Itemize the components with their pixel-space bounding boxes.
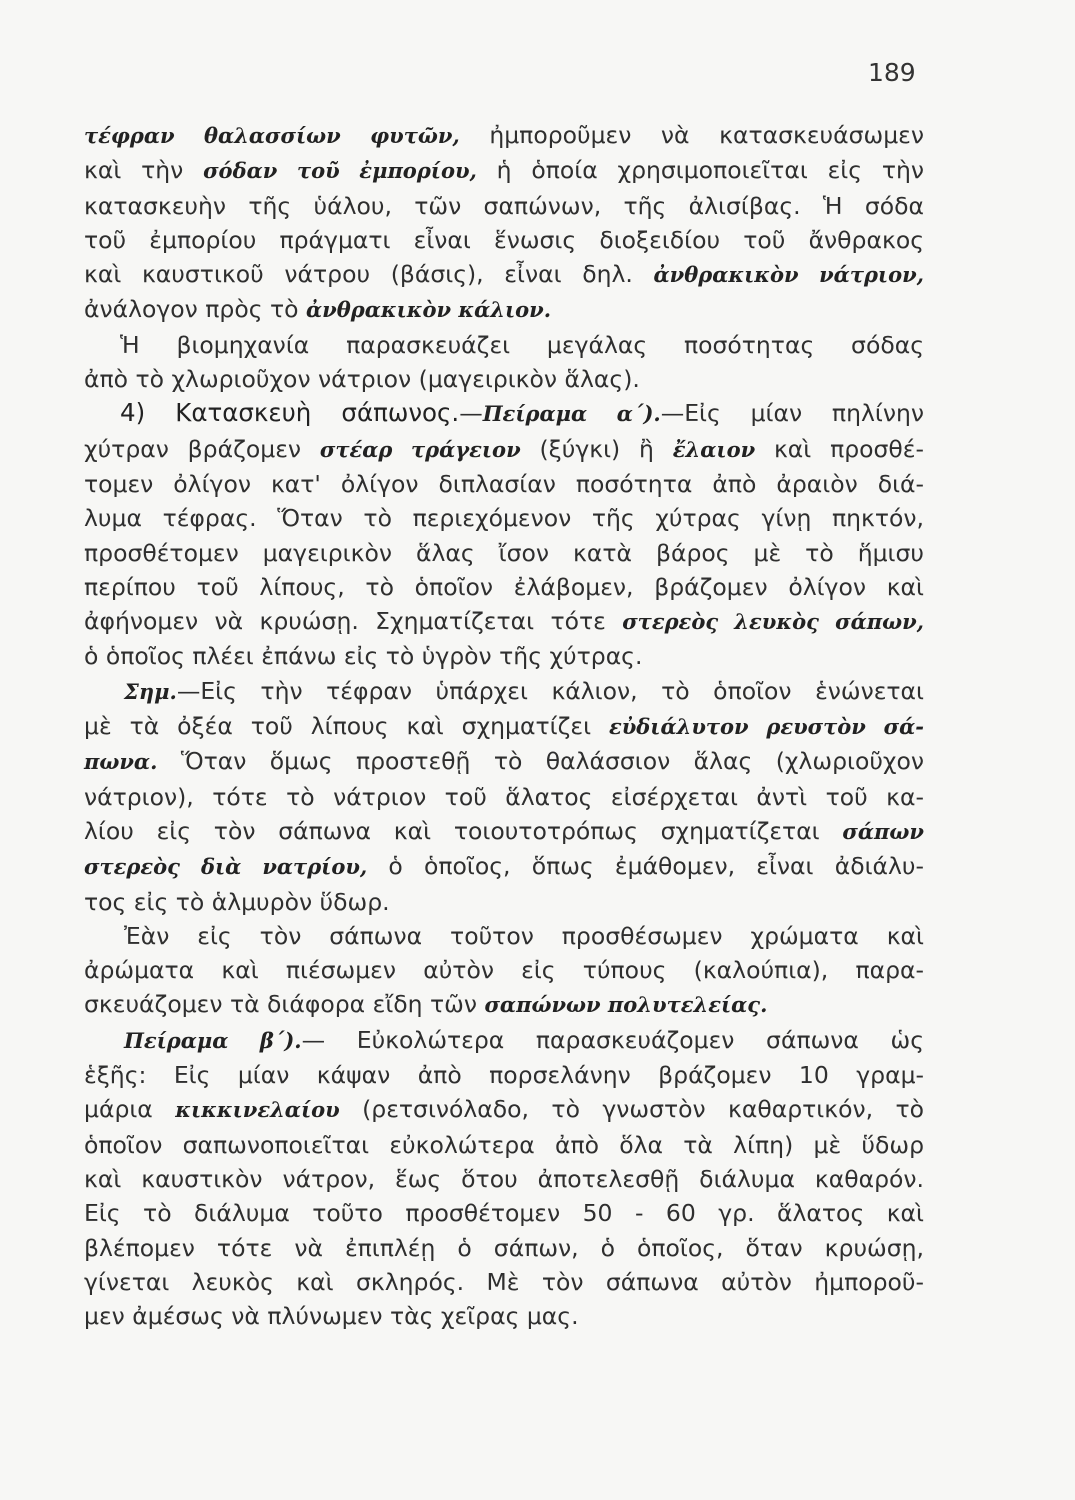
emphasized-term: Πείραμα β΄).	[124, 1027, 302, 1053]
text-line	[84, 1196, 924, 1230]
text-line	[84, 223, 924, 257]
section-heading: 4) Κατασκευὴ σάπωνος.	[120, 398, 460, 428]
emphasized-term: στερεὸς λευκὸς σάπων,	[622, 609, 924, 635]
text-segment: Ἡ βιομηχανία παρασκευάζει μεγάλας ποσότητας σόδας	[120, 330, 924, 359]
text-segment: ἡ ὁποία χρησιμοποιεῖται εἰς τὴν	[476, 156, 924, 185]
text-line	[84, 1023, 924, 1058]
text-line	[84, 362, 924, 396]
text-line	[84, 987, 924, 1022]
text-segment: τομεν ὀλίγον κατ' ὀλίγον διπλασίαν ποσότητα ἀπὸ ἀραιὸν διά-	[84, 469, 924, 498]
text-line	[84, 1231, 924, 1265]
emphasized-term: σαπώνων πολυτελείας.	[484, 992, 768, 1018]
text-line	[84, 467, 924, 501]
text-segment: ἀνάλογον πρὸς τὸ	[84, 295, 306, 324]
text-segment: καὶ προσθέ-	[755, 434, 924, 463]
text-segment: μάρια	[84, 1095, 176, 1124]
emphasized-term: Πείραμα α΄).	[482, 401, 661, 427]
text-line	[84, 780, 924, 814]
text-segment: Ἐὰν εἰς τὸν σάπωνα τοῦτον προσθέσωμεν χρώματα καὶ	[124, 921, 924, 950]
text-line	[84, 1162, 924, 1196]
text-segment: μεν ἀμέσως νὰ πλύνωμεν τὰς χεῖρας μας.	[84, 1302, 579, 1331]
text-segment: τος εἰς τὸ ἁλμυρὸν ὕδωρ.	[84, 887, 390, 916]
text-segment: (ξύγκι) ἢ	[520, 434, 673, 463]
text-segment: —Εἰς μίαν πηλίνην	[660, 399, 924, 428]
text-line	[84, 604, 924, 639]
text-segment: προσθέτομεν μαγειρικὸν ἅλας ἴσον κατὰ βάρος μὲ τὸ ἥμισυ	[84, 538, 924, 567]
text-segment: χύτραν βράζομεν	[84, 434, 320, 463]
page-number: 189	[868, 58, 916, 87]
text-line	[84, 849, 924, 884]
text-segment: τοῦ ἐμπορίου πράγματι εἶναι ἕνωσις διοξειδίου τοῦ ἄνθρακος	[84, 225, 924, 254]
text-segment: —Εἰς τὴν τέφραν ὑπάρχει κάλιον, τὸ ὁποῖον ἑνώνεται	[176, 676, 924, 705]
text-line	[84, 257, 924, 292]
emphasized-term: τέφραν θαλασσίων φυτῶν,	[84, 123, 460, 148]
emphasized-term: Σημ.	[124, 678, 177, 704]
text-segment: νάτριον), τότε τὸ νάτριον τοῦ ἅλατος εἰσέρχεται ἀντὶ τοῦ κα-	[84, 782, 924, 811]
text-segment: ἑξῆς: Εἰς μίαν κάψαν ἀπὸ πορσελάνην βράζομεν 10 γραμ-	[84, 1061, 924, 1090]
text-line	[84, 118, 924, 153]
text-line	[84, 674, 924, 709]
text-line	[84, 1299, 924, 1333]
text-segment: καὶ τὴν	[84, 156, 204, 185]
text-body	[84, 118, 924, 1333]
text-line	[84, 639, 924, 673]
emphasized-term: σόδαν τοῦ ἐμπορίου,	[203, 158, 477, 184]
text-segment: ἀρώματα καὶ πιέσωμεν αὐτὸν εἰς τύπους (καλούπια), παρα-	[84, 956, 924, 985]
text-line	[84, 189, 924, 223]
emphasized-term: σάπων	[842, 818, 924, 844]
text-line	[84, 501, 924, 535]
text-segment: — Εὐκολώτερα παρασκευάζομεν σάπωνα ὡς	[301, 1025, 924, 1054]
text-line	[84, 153, 924, 188]
text-segment: —	[459, 399, 483, 428]
emphasized-term: στέαρ τράγειον	[319, 436, 521, 462]
text-segment: ὁποῖον σαπωνοποιεῖται εὐκολώτερα ἀπὸ ὅλα τὰ λίπη) μὲ ὕδωρ	[84, 1130, 924, 1159]
text-segment: (ρετσινόλαδο, τὸ γνωστὸν καθαρτικόν, τὸ	[339, 1095, 924, 1124]
text-segment: κατασκευὴν τῆς ὑάλου, τῶν σαπώνων, τῆς ἀλισίβας. Ἡ σόδα	[84, 191, 924, 220]
emphasized-term: ἔλαιον	[672, 436, 756, 462]
emphasized-term: ἀνθρακικὸν κάλιον.	[305, 297, 552, 323]
text-line	[84, 432, 924, 467]
emphasized-term: ἀνθρακικὸν νάτριον,	[653, 262, 924, 288]
text-segment: Εἰς τὸ διάλυμα τοῦτο προσθέτομεν 50 - 60 γρ. ἅλατος καὶ	[84, 1199, 924, 1228]
text-line	[84, 919, 924, 953]
text-segment: ἀπὸ τὸ χλωριοῦχον νάτριον (μαγειρικὸν ἅλας).	[84, 365, 640, 394]
text-line	[84, 1058, 924, 1092]
text-segment: ὁ ὁποῖος, ὅπως ἐμάθομεν, εἶναι ἀδιάλυ-	[367, 852, 924, 881]
text-line	[84, 1092, 924, 1127]
text-segment: καὶ καυστικὸν νάτρον, ἕως ὅτου ἀποτελεσθῇ διάλυμα καθαρόν.	[84, 1164, 924, 1193]
text-line	[84, 536, 924, 570]
text-segment: ὁ ὁποῖος πλέει ἐπάνω εἰς τὸ ὑγρὸν τῆς χύτρας.	[84, 642, 643, 671]
emphasized-term: εὐδιάλυτον ρευστὸν σά-	[608, 714, 924, 740]
text-segment: βλέπομεν τότε νὰ ἐπιπλέῃ ὁ σάπων, ὁ ὁποῖος, ὅταν κρυώσῃ,	[84, 1233, 924, 1262]
text-segment: ἠμποροῦμεν νὰ κατασκευάσωμεν	[459, 121, 924, 149]
text-segment: λυμα τέφρας. Ὅταν τὸ περιεχόμενον τῆς χύτρας γίνῃ πηκτόν,	[84, 504, 924, 533]
text-line	[84, 709, 924, 744]
text-segment: ἀφήνομεν νὰ κρυώσῃ. Σχηματίζεται τότε	[84, 607, 623, 636]
text-segment: περίπου τοῦ λίπους, τὸ ὁποῖον ἐλάβομεν, βράζομεν ὀλίγον καὶ	[84, 572, 924, 601]
text-segment: σκευάζομεν τὰ διάφορα εἴδη τῶν	[84, 990, 485, 1019]
emphasized-term: κικκινελαίου	[175, 1097, 340, 1123]
text-line	[84, 570, 924, 604]
emphasized-term: πωνα.	[84, 749, 158, 775]
text-segment: γίνεται λευκὸς καὶ σκληρός. Μὲ τὸν σάπωνα αὐτὸν ἠμποροῦ-	[84, 1267, 924, 1296]
text-segment: λίου εἰς τὸν σάπωνα καὶ τοιουτοτρόπως σχηματίζεται	[84, 816, 843, 845]
text-line	[84, 1128, 924, 1162]
text-segment: Ὅταν ὅμως προστεθῇ τὸ θαλάσσιον ἅλας (χλωριοῦχον	[157, 747, 924, 776]
text-line	[84, 328, 924, 362]
text-line	[84, 885, 924, 919]
emphasized-term: στερεὸς διὰ νατρίου,	[84, 854, 368, 880]
text-line	[84, 1265, 924, 1299]
text-segment: καὶ καυστικοῦ νάτρου (βάσις), εἶναι δηλ.	[84, 260, 654, 289]
text-line	[84, 396, 924, 431]
text-line	[84, 744, 924, 779]
text-line	[84, 814, 924, 849]
text-line	[84, 953, 924, 987]
text-line	[84, 292, 924, 327]
text-segment: μὲ τὰ ὀξέα τοῦ λίπους καὶ σχηματίζει	[84, 712, 609, 741]
